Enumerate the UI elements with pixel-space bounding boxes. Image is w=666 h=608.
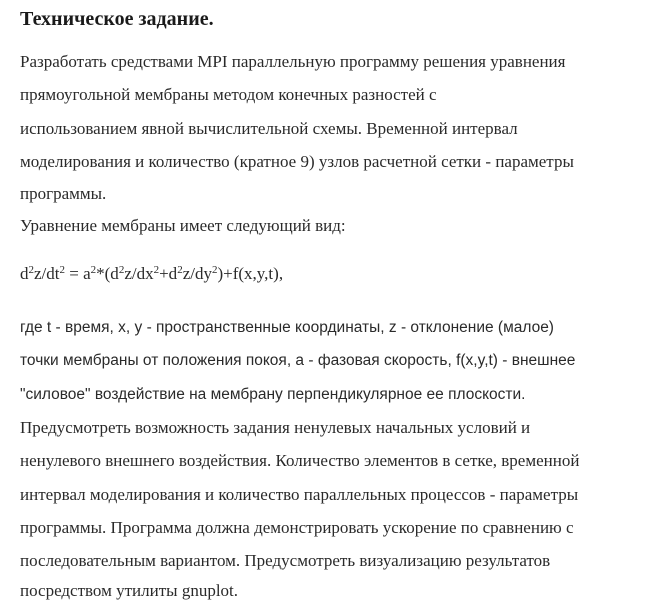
equation-intro: Уравнение мембраны имеет следующий вид: (20, 216, 346, 235)
paragraph-3-line: интервал моделирования и количество параллельных процессов - параметры (20, 485, 579, 504)
paragraph-3-line: программы. Программа должна демонстрировать ускорение по сравнению с (20, 518, 574, 537)
paragraph-3-line: Предусмотреть возможность задания ненулевых начальных условий и (20, 418, 531, 437)
paragraph-2-line: "силовое" воздействие на мембрану перпендикулярное ее плоскости. (20, 386, 526, 403)
paragraph-3-line: последовательным вариантом. Предусмотреть визуализацию результатов (20, 551, 551, 570)
paragraph-3-line: ненулевого внешнего воздействия. Количество элементов в сетке, временной (20, 451, 580, 470)
paragraph-3-line: посредством утилиты gnuplot. (20, 581, 239, 600)
paragraph-1-line: программы. (20, 184, 107, 203)
paragraph-1-line: прямоугольной мембраны методом конечных разностей с (20, 85, 437, 104)
paragraph-1-line: Разработать средствами MPI параллельную программу решения уравнения (20, 52, 566, 71)
paragraph-1-line: моделирования и количество (кратное 9) узлов расчетной сетки - параметры (20, 152, 574, 171)
paragraph-2-line: точки мембраны от положения покоя, a - фазовая скорость, f(x,y,t) - внешнее (20, 352, 576, 369)
paragraph-2-line: где t - время, x, y - пространственные координаты, z - отклонение (малое) (20, 319, 554, 336)
document-title: Техническое задание. (20, 8, 214, 30)
membrane-equation: $d^2z/dt^2 = a^2*(d^2z/dx^2+d^2z/dy^2)+f(x,y,t)$, (20, 264, 284, 283)
paragraph-1-line: использованием явной вычислительной схемы. Временной интервал (20, 119, 518, 138)
